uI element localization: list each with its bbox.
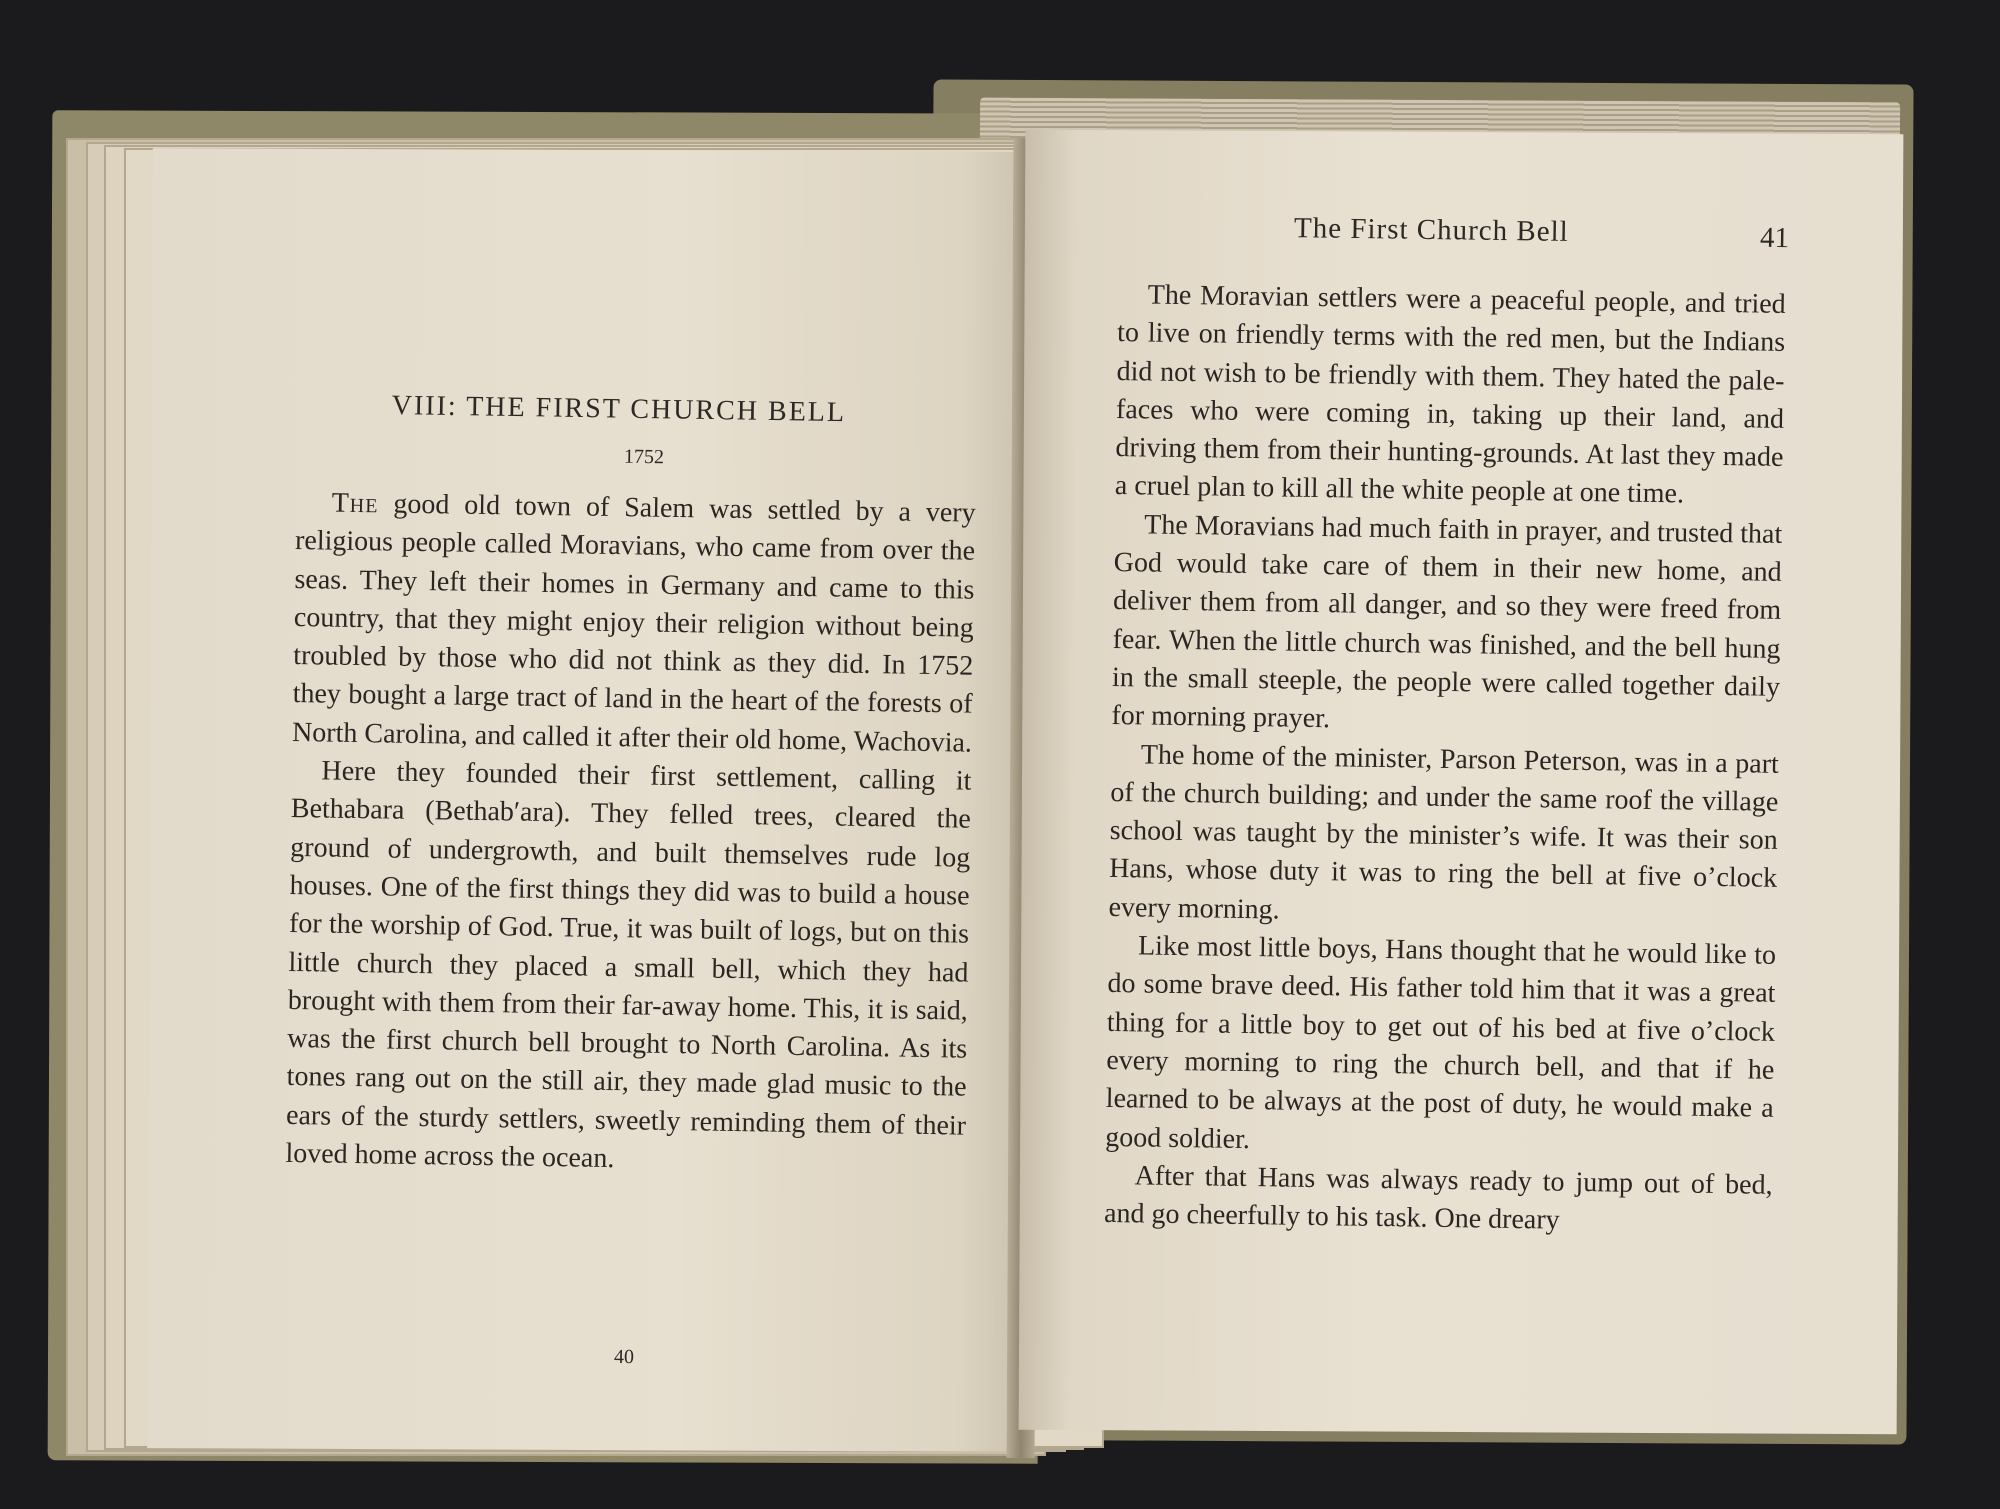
paragraph: The home of the minister, Parson Peterson, was in a part of the church building; and under the same roof the village school was taught by the minister’s wife. It was their son Hans, whose duty it was to ring the bell at five o’clock every morning. [1108, 738, 1780, 926]
drop-word: The [331, 487, 379, 520]
paragraph: The Moravian settlers were a peaceful people, and tried to live on friendly terms with the red men, but the Indians did not wish to be friendly with them. They hated the pale-faces who were coming in, taking up their land, and driving them from their hunting-grounds. At last they made a cruel plan to kill all the white people at one time. [1114, 279, 1786, 510]
running-head: The First Church Bell [1293, 212, 1569, 248]
page-number-right: 41 [1759, 221, 1790, 255]
paragraph: After that Hans was always ready to jump out of bed, and go cheerfully to his task. One dreary [1103, 1160, 1773, 1236]
right-page-body [1104, 276, 1786, 1243]
chapter-year: 1752 [623, 445, 665, 469]
paragraph-text: good old town of Salem was settled by a very religious people called Moravians, who came from over the seas. They left their homes in Germany and came to this country, that they might enjoy their religion without being troubled by those who did not think as they did. In 1752 they bought a large tract of land in the heart of the forests of North Carolina, and called it after their old home, Wachovia. [291, 488, 976, 759]
chapter-title: VIII: THE FIRST CHURCH BELL [391, 390, 847, 429]
page-number-left: 40 [613, 1345, 635, 1369]
paragraph [292, 484, 976, 763]
paragraph: The Moravians had much faith in prayer, and trusted that God would take care of them in their new home, and deliver them from all danger, and so they were freed from fear. When the little church was finished, and the bell hung in the small steeple, the people were called together daily for morning prayer. [1111, 509, 1783, 735]
paragraph: Like most little boys, Hans thought that he would like to do some brave deed. His father told him that it was a great thing for a little boy to get out of his bed at five o’clock every morning to ring the church bell, and that if he learned to be always at the post of duty, he would make a good soldier. [1104, 930, 1777, 1155]
paragraph: Here they founded their first settlement, calling it Bethabara (Bethab′ara). They felled trees, cleared the ground of undergrowth, and built themselves rude log houses. One of the first things they did was to build a house for the worship of God. True, it was built of logs, but on this little church they placed a small bell, which they had brought with them from their far-away home. This, it is said, was the first church bell brought to North Carolina. As its tones rang out on the still air, they made glad music to the ears of the sturdy settlers, sweetly reminding them of their loved home across the ocean. [285, 755, 972, 1175]
left-page-body [285, 484, 976, 1184]
